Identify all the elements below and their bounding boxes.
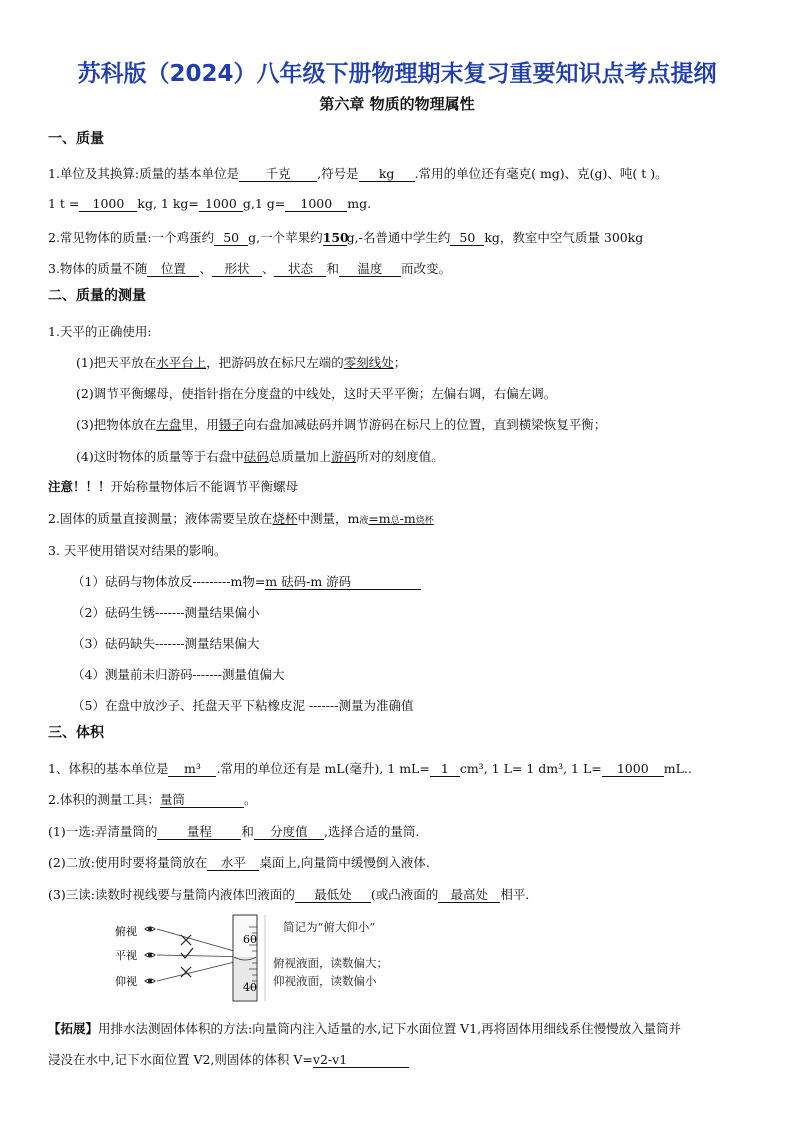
text: 所对的刻度值。 [356,449,444,464]
text: 和 [241,824,254,839]
text: 向右盘加减砝码并调节游码在标尺上的位置，直到横梁恢复平衡； [243,417,607,432]
answer-blank: 水平 [207,856,259,871]
subscript: 总 [390,516,400,526]
text: kg, 1 kg= [137,196,199,211]
text: 相平. [500,887,530,902]
text: ,选择合适的量筒. [323,824,420,839]
answer-blank: 50 [214,231,248,246]
text: 2.体积的测量工具： [48,792,160,807]
text: 1 t = [48,196,80,211]
text: .常用的单位还有是 mL(毫升), 1 mL= [216,761,430,776]
text: 里，用 [181,417,219,432]
mass-property-line [48,259,451,277]
answer-blank: 分度值 [254,825,324,840]
text: =m [368,511,391,526]
answer-blank: v2-v1 [313,1053,409,1068]
section-heading-volume: 三、体积 [48,725,104,741]
text: 开始称量物体后不能调节平衡螺母 [110,479,299,494]
subscript: 液 [359,516,369,526]
extension-label: 【拓展】 [48,1021,99,1036]
section-heading-measure-mass: 二、质量的测量 [48,288,146,304]
answer-blank: 位置 [147,262,199,277]
liquid-mass-line [48,509,434,527]
text: .常用的单位还有毫克( mg)、克(g)、吨( t )。 [414,166,668,181]
text: 而改变。 [400,261,451,276]
answer-blank: m 砝码-m 游码 [265,575,421,590]
text: 浸没在水中,记下水面位置 V2,则固体的体积 V= [48,1052,313,1067]
answer-blank: m³ [168,762,216,777]
cylinder-step-2 [48,853,430,871]
text: (4)这时物体的质量等于右盘中 [76,449,244,464]
answer-blank: 150 [322,230,349,245]
label-look-level: 平视 [115,949,137,962]
balance-step-1 [76,353,406,371]
text: 、 [261,261,275,276]
text: 桌面上,向量筒中缓慢倒入液体. [259,855,430,870]
note-label: 注意！！！ [48,479,111,494]
balance-step-4 [76,447,444,465]
text: mg. [347,196,372,211]
answer-blank: 最高处 [438,888,500,903]
underlined-term: 镊子 [218,417,244,432]
mass-unit-line [48,164,668,182]
figure-note-look-down: 俯视液面，读数偏大； [273,956,388,970]
cylinder-step-1 [48,822,419,840]
cylinder-reading-figure [115,913,415,1003]
text: (或凸液面的 [370,887,439,902]
text: g,一个苹果约 [248,230,323,245]
subscript: 烧杯 [415,516,434,526]
check-mark-icon [181,948,193,958]
underlined-term: 零刻线处 [343,355,394,370]
error-item-3: （3）砝码缺失-------测量结果偏大 [72,636,260,651]
tick-label-60: 60 [243,933,257,946]
text: cm³, 1 L= 1 dm³, 1 L= [459,761,602,776]
text: 、 [199,261,212,276]
mass-conversion-line [48,196,371,212]
text: 3.物体的质量不随 [48,261,148,276]
text: ； [393,355,407,370]
measuring-cylinder [233,915,257,1001]
text: 1、体积的基本单位是 [48,761,169,776]
underlined-term: 左盘 [156,417,182,432]
text: ,符号是 [317,166,359,181]
answer-blank: 形状 [212,262,262,277]
error-item-4: （4）测量前未归游码-------测量值偏大 [72,667,285,682]
text: (3)三读:读数时视线要与量筒内液体凹液面的 [48,887,295,902]
text: (1)把天平放在 [76,355,157,370]
figure-note-look-up: 仰视液面，读数偏小 [273,974,377,988]
text: 2.常见物体的质量:一个鸡蛋约 [48,230,215,245]
text: (2)二放:使用时要将量筒放在 [48,855,208,870]
error-item-5: （5）在盘中放沙子、托盘天平下粘橡皮泥 -------测量为准确值 [72,698,414,713]
answer-blank: 1000 [285,197,347,212]
error-item-1 [72,572,421,590]
answer-blank: 1000 [602,762,664,777]
common-mass-line [48,228,643,246]
answer-blank: 温度 [339,262,401,277]
answer-blank: 1 [430,762,460,777]
balance-step-2: (2)调节平衡螺母，使指针指在分度盘的中线处，这时天平平衡；左偏右调，右偏左调。 [76,386,557,401]
text: 中测量，m [297,511,360,526]
text: 2.固体的质量直接测量；液体需要呈放在 [48,511,273,526]
text: (3)把物体放在 [76,417,157,432]
text: 1.单位及其换算:质量的基本单位是 [48,166,240,181]
figure-note-mnemonic: 简记为“俯大仰小” [283,920,376,934]
label-look-up: 仰视 [115,975,137,988]
answer-blank: 50 [450,231,484,246]
answer-blank: 千克 [239,167,317,182]
underlined-term: 砝码 [243,449,269,464]
text: -m [399,511,416,526]
answer-blank: 量程 [157,825,241,840]
cylinder-step-3 [48,885,529,903]
balance-step-3 [76,415,606,433]
text: mL.. [663,761,692,776]
section-heading-mass: 一、质量 [48,131,104,147]
tick-label-40: 40 [243,981,257,994]
underlined-term: 游码 [331,449,357,464]
answer-blank: 最低处 [295,888,371,903]
text: g,1 g= [242,196,286,211]
answer-blank: kg [359,167,415,182]
extension-line-2 [48,1050,409,1068]
text: （1）砝码与物体放反---------m物= [72,574,266,589]
balance-error-intro: 3. 天平使用错误对结果的影响。 [48,543,227,558]
underlined-term: 水平台上 [156,355,207,370]
text: 总质量加上 [268,449,332,464]
text: kg，教室中空气质量 300kg [484,230,644,245]
text: 。 [243,792,257,807]
answer-blank: 状态 [274,262,326,277]
text: 用排水法测固体体积的方法:向量筒内注入适量的水,记下水面位置 V1,再将固体用细线系住慢慢放入量筒并 [98,1021,682,1036]
label-look-down: 俯视 [115,925,137,938]
eye-icon [145,927,155,983]
extension-line-1 [48,1019,681,1037]
text: (1)一选:弄清量筒的 [48,824,158,839]
answer-blank: 量筒 [160,793,244,808]
answer-blank: 1000 [199,197,243,212]
error-item-2: （2）砝码生锈-------测量结果偏小 [72,605,260,620]
text: 和 [326,261,339,276]
balance-intro: 1.天平的正确使用: [48,324,152,339]
volume-tool-line [48,790,256,808]
text: ，把游码放在标尺左端的 [206,355,344,370]
page-title: 苏科版（2024）八年级下册物理期末复习重要知识点考点提纲 [77,61,717,87]
volume-unit-line [48,759,692,777]
chapter-title: 第六章 物质的物理属性 [319,95,475,113]
answer-blank: 1000 [79,197,137,212]
balance-note [48,477,298,495]
text: g,-名普通中学生约 [346,230,451,245]
underlined-term: 烧杯 [272,511,298,526]
